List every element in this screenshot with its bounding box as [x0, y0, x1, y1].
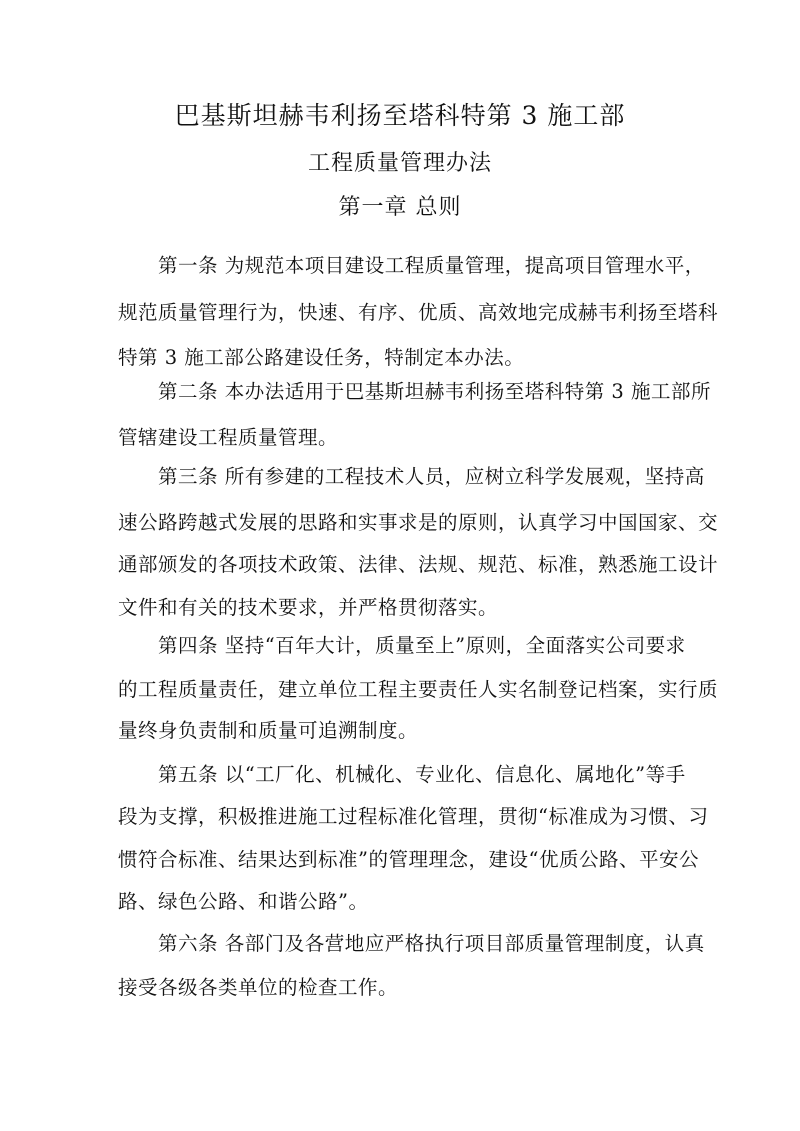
- article-6-line-2: 接受各级各类单位的检查工作。: [118, 976, 399, 999]
- article-1-line-1: 第一条 为规范本项目建设工程质量管理，提高项目管理水平，: [158, 254, 705, 277]
- article-4-line-3: 量终身负责制和质量可追溯制度。: [118, 719, 419, 742]
- article-1-line-3: 特第 3 施工部公路建设任务，特制定本办法。: [118, 346, 525, 369]
- article-3-line-2: 速公路跨越式发展的思路和实事求是的原则，认真学习中国国家、交: [118, 511, 719, 534]
- article-6-line-1: 第六条 各部门及各营地应严格执行项目部质量管理制度，认真: [158, 932, 705, 955]
- article-5-line-1: 第五条 以“工厂化、机械化、专业化、信息化、属地化”等手: [158, 763, 686, 786]
- document-title: 巴基斯坦赫韦利扬至塔科特第 3 施工部: [174, 101, 626, 130]
- document-subtitle: 工程质量管理办法: [307, 151, 492, 176]
- article-5-line-4: 路、绿色公路、和谐公路”。: [118, 890, 369, 913]
- article-2-line-1: 第二条 本办法适用于巴基斯坦赫韦利扬至塔科特第 3 施工部所: [158, 380, 712, 403]
- article-4-line-1: 第四条 坚持“百年大计，质量至上”原则，全面落实公司要求: [158, 634, 686, 657]
- article-3-line-1: 第三条 所有参建的工程技术人员，应树立科学发展观，坚持高: [158, 465, 705, 488]
- article-2-line-2: 管辖建设工程质量管理。: [118, 426, 339, 449]
- article-4-line-2: 的工程质量责任，建立单位工程主要责任人实名制登记档案，实行质: [118, 678, 719, 701]
- article-3-line-3: 通部颁发的各项技术政策、法律、法规、规范、标准，熟悉施工设计: [118, 553, 719, 576]
- chapter-heading: 第一章 总则: [338, 195, 462, 220]
- article-5-line-2: 段为支撑，积极推进施工过程标准化管理，贯彻“标准成为习惯、习: [118, 805, 709, 828]
- article-3-line-4: 文件和有关的技术要求，并严格贯彻落实。: [118, 596, 499, 619]
- article-5-line-3: 惯符合标准、结果达到标准”的管理理念，建设“优质公路、平安公: [118, 848, 699, 871]
- article-1-line-2: 规范质量管理行为，快速、有序、优质、高效地完成赫韦利扬至塔科: [118, 301, 719, 324]
